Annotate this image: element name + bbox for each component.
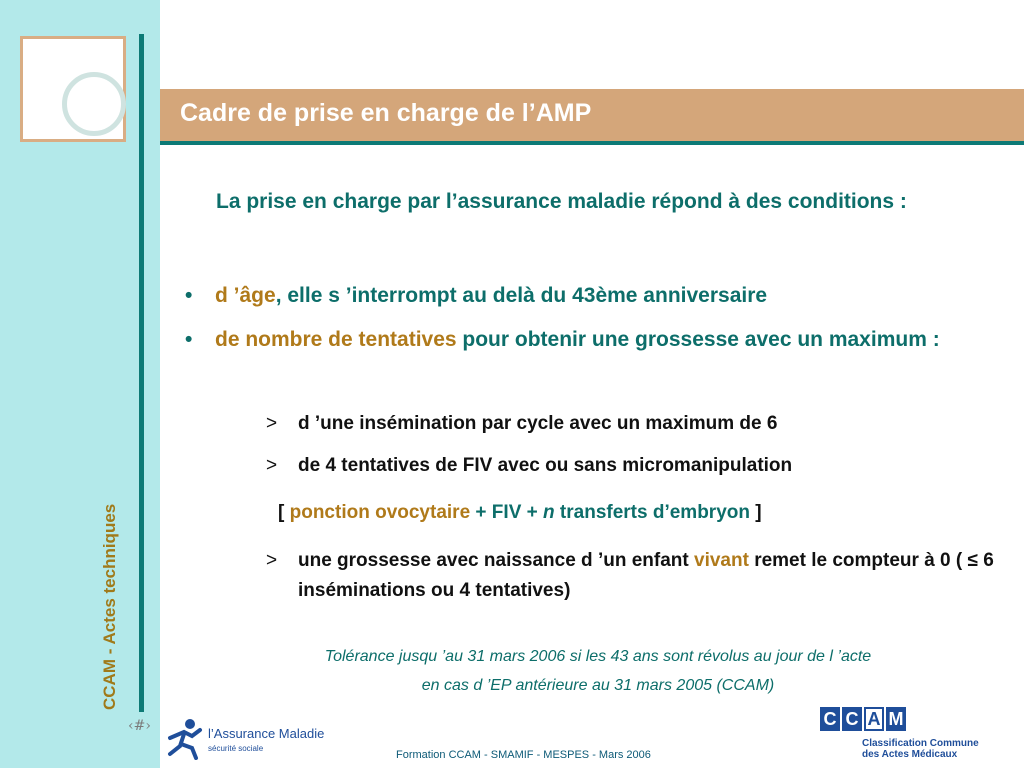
sidebar-vertical-text: CCAM - Actes techniques bbox=[100, 503, 119, 710]
ccam-caption-line: des Actes Médicaux bbox=[862, 749, 958, 760]
sub-marker: > bbox=[266, 550, 278, 571]
procedure-formula bbox=[278, 498, 762, 528]
intro-text: La prise en charge par l’assurance maladie répond à des conditions : bbox=[216, 190, 907, 213]
decorative-circle bbox=[62, 72, 126, 136]
bullet-text: , elle s ’interrompt au delà du 43ème anniversaire bbox=[275, 284, 768, 307]
sub-text: de 4 tentatives de FIV avec ou sans micromanipulation bbox=[298, 455, 793, 476]
vertical-divider bbox=[139, 34, 144, 712]
formula-part: ponction ovocytaire bbox=[284, 502, 476, 523]
ccam-caption-line: Classification Commune bbox=[862, 738, 979, 749]
bracket-open: [ bbox=[278, 502, 285, 523]
runner-figure-icon bbox=[162, 716, 206, 760]
formula-part: transferts d’embryon bbox=[554, 502, 756, 523]
page-number: ‹#› bbox=[128, 718, 151, 734]
sub-text: une grossesse avec naissance d ’un enfant bbox=[298, 550, 694, 571]
list-item bbox=[185, 280, 1005, 312]
title-underline bbox=[160, 141, 1024, 145]
sub-text: remet le compteur à 0 ( ≤ 6 inséminations ou 4 tentatives) bbox=[298, 550, 994, 601]
bullet-dot: • bbox=[185, 284, 193, 307]
ccam-caption bbox=[862, 738, 979, 760]
sub-list-item bbox=[266, 451, 1006, 481]
sub-marker: > bbox=[266, 413, 278, 434]
sidebar bbox=[0, 0, 160, 768]
bullet-highlight: d ’âge bbox=[215, 284, 276, 307]
formula-part: FIV bbox=[486, 502, 527, 523]
ccam-letter: C bbox=[820, 707, 840, 731]
bullet-dot: • bbox=[185, 328, 193, 351]
footer-text: Formation CCAM - SMAMIF - MESPES - Mars 2006 bbox=[396, 749, 651, 761]
ccam-letters bbox=[820, 707, 906, 731]
sub-bullet-list bbox=[266, 409, 1006, 493]
bullet-list bbox=[185, 280, 1005, 368]
tolerance-line: en cas d ’EP antérieure au 31 mars 2005 (CCAM) bbox=[421, 677, 775, 694]
formula-plus: + bbox=[526, 502, 538, 523]
tolerance-line: Tolérance jusqu ’au 31 mars 2006 si les 43 ans sont révolus au jour de l ’acte bbox=[324, 648, 872, 665]
list-item bbox=[185, 324, 1005, 356]
ccam-letter: M bbox=[886, 707, 906, 731]
bullet-text: pour obtenir une grossesse avec un maximum : bbox=[456, 328, 940, 351]
ccam-letter: A bbox=[864, 707, 884, 731]
sub-text: d ’une insémination par cycle avec un maximum de 6 bbox=[298, 413, 778, 434]
logo-name: l’Assurance Maladie bbox=[208, 726, 325, 741]
sub-highlight: vivant bbox=[694, 550, 749, 571]
title-bar bbox=[160, 89, 1024, 141]
logo-subtitle: sécurité sociale bbox=[208, 744, 264, 753]
slide-title: Cadre de prise en charge de l’AMP bbox=[180, 99, 592, 127]
tolerance-note bbox=[200, 642, 996, 700]
ccam-letter: C bbox=[842, 707, 862, 731]
ccam-logo bbox=[820, 707, 1010, 765]
bullet-highlight: de nombre de tentatives bbox=[215, 328, 457, 351]
formula-plus: + bbox=[475, 502, 487, 523]
bracket-close: ] bbox=[755, 502, 762, 523]
sub-list-item bbox=[266, 409, 1006, 439]
sub-bullet-list bbox=[266, 546, 1006, 606]
formula-n: n bbox=[537, 502, 555, 523]
sub-marker: > bbox=[266, 455, 278, 476]
sub-list-item bbox=[266, 546, 1006, 606]
assurance-maladie-logo bbox=[162, 716, 332, 762]
